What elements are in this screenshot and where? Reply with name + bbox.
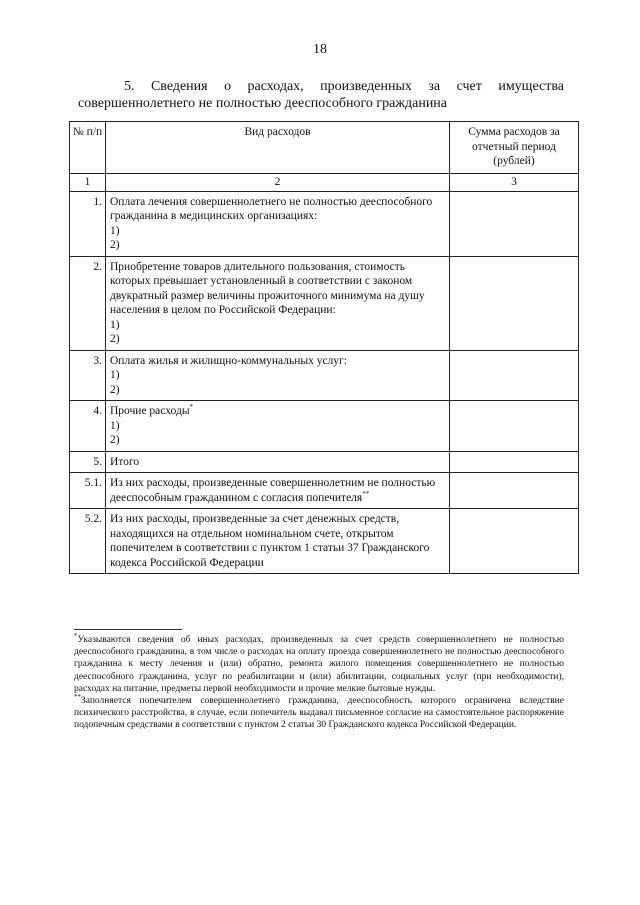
header-num: № п/п xyxy=(70,122,106,174)
row-kind xyxy=(106,509,450,574)
row-kind xyxy=(106,473,450,509)
row-item: 1) xyxy=(110,224,120,237)
page-number: 18 xyxy=(313,42,327,57)
row-kind xyxy=(106,256,450,350)
footnote-2-text: Заполняется попечителем совершеннолетнего гражданина, дееспособность которого ограничена вследствие психического расстройства, в случае, если попечитель выдавал письменное согласие на самостоятельное распоряжение подопечным средствами в соответствии с пунктом 2 статьи 30 Гражданского кодекса Российской Федерации. xyxy=(74,696,564,731)
row-kind xyxy=(106,191,450,256)
column-numbers-row xyxy=(70,174,579,192)
row-num: 3. xyxy=(70,350,106,401)
table-header-row xyxy=(70,122,579,174)
section-title xyxy=(78,78,564,112)
footnote-2 xyxy=(74,692,564,732)
row-sum-cell[interactable] xyxy=(450,509,579,574)
row-num: 4. xyxy=(70,401,106,452)
row-num: 2. xyxy=(70,256,106,350)
expenses-table xyxy=(69,121,579,574)
footnote-1-text: Указываются сведения об иных расходах, произведенных за счет средств совершеннолетнего не полностью дееспособного гражданина, в том числе о расходах на оплату проезда совершеннолетнего не полностью дееспособного гражданина к месту лечения и (или) обратно, ремонта жилого помещения совершеннолетнего не полностью дееспособного гражданина, услуг по реабилитации и (или) абилитации, социальных услуг (при необходимости), расходах на питание, предметы первой необходимости и прочие мелкие бытовые нужды. xyxy=(74,635,564,694)
footnote-mark: ** xyxy=(362,489,370,498)
row-kind-text: Итого xyxy=(110,455,140,468)
table-row xyxy=(70,256,579,350)
footnote-1-mark: * xyxy=(74,631,78,640)
row-kind-text: Из них расходы, произведенные за счет денежных средств, находящихся на отдельном номинальном счете, открытом попечителем в соответствии с пунктом 1 статьи 37 Гражданского кодекса Российской Федерации xyxy=(110,513,430,569)
row-kind-text: Из них расходы, произведенные совершеннолетним не полностью дееспособным гражданином с согласия попечителя xyxy=(110,477,436,504)
table-row xyxy=(70,473,579,509)
row-item: 2) xyxy=(110,434,120,446)
row-item: 1) xyxy=(110,318,120,331)
row-kind-line xyxy=(110,404,445,419)
footnote-1 xyxy=(74,631,564,695)
footnotes xyxy=(74,631,564,732)
table-row xyxy=(70,191,579,256)
col-number-3: 3 xyxy=(450,174,579,192)
row-kind-text: Прочие расходы xyxy=(110,405,190,417)
row-item: 2) xyxy=(110,383,120,396)
footnote-divider xyxy=(74,629,182,630)
row-sum-cell[interactable] xyxy=(450,473,579,509)
row-kind-text: Оплата лечения совершеннолетнего не полностью дееспособного гражданина в медицинских организациях: xyxy=(110,195,433,222)
table-row xyxy=(70,350,579,401)
table-row xyxy=(70,451,579,473)
section-title-line2: совершеннолетнего не полностью дееспособного гражданина xyxy=(78,96,448,111)
row-kind-text: Оплата жилья и жилищно-коммунальных услуг: xyxy=(110,354,347,367)
row-num: 5.2. xyxy=(70,509,106,574)
header-kind: Вид расходов xyxy=(106,122,450,174)
row-item: 1) xyxy=(110,419,120,432)
row-num: 5. xyxy=(70,451,106,473)
row-item: 1) xyxy=(110,369,120,381)
row-num: 1. xyxy=(70,191,106,256)
footnote-mark: * xyxy=(189,403,194,412)
col-number-1: 1 xyxy=(70,174,106,192)
row-num: 5.1. xyxy=(70,473,106,509)
row-sum-cell[interactable] xyxy=(450,256,579,350)
row-sum-cell[interactable] xyxy=(450,350,579,401)
table-row xyxy=(70,509,579,574)
row-kind xyxy=(106,451,450,473)
row-sum-cell[interactable] xyxy=(450,191,579,256)
row-item: 2) xyxy=(110,333,120,345)
row-kind xyxy=(106,401,450,452)
row-item: 2) xyxy=(110,239,120,251)
table-row xyxy=(70,401,579,452)
section-title-line1: 5. Сведения о расходах, произведенных за счет имущества xyxy=(124,79,564,94)
row-sum-cell[interactable] xyxy=(450,401,579,452)
row-sum-cell[interactable] xyxy=(450,451,579,473)
col-number-2: 2 xyxy=(106,174,450,192)
row-kind-text: Приобретение товаров длительного пользования, стоимость которых превышает установленный в соответствии с законом двукратный размер величины прожиточного минимума на душу населения в целом по Российской Федерации: xyxy=(110,260,425,316)
footnote-2-mark: ** xyxy=(74,692,81,701)
row-kind xyxy=(106,350,450,401)
header-sum: Сумма расходов за отчетный период (рублей) xyxy=(450,122,579,174)
